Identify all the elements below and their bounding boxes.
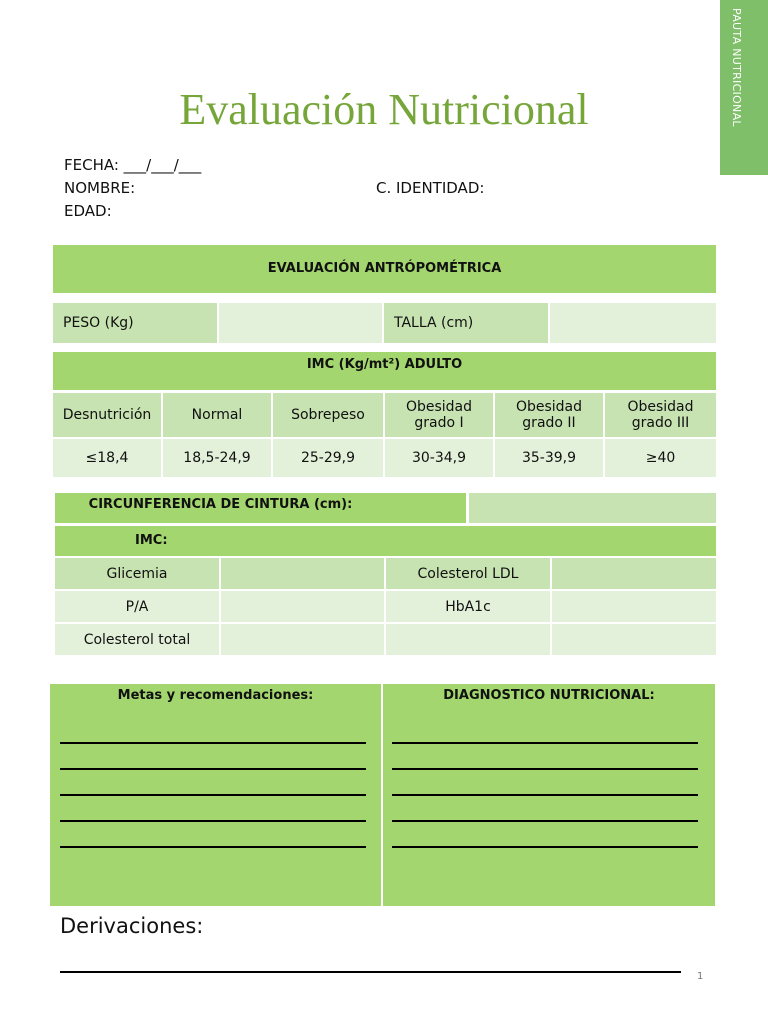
lab-label-pa: P/A: [55, 591, 219, 622]
peso-label: PESO (Kg): [53, 303, 217, 343]
writing-line: [60, 768, 366, 770]
fecha-field: FECHA: ___/___/___: [64, 156, 202, 174]
imc-range: 25-29,9: [273, 439, 383, 477]
imc-range: 18,5-24,9: [163, 439, 271, 477]
writing-line: [60, 846, 366, 848]
writing-line: [392, 768, 698, 770]
talla-value[interactable]: [550, 303, 716, 343]
writing-line: [392, 742, 698, 744]
page-title: Evaluación Nutricional: [179, 85, 589, 134]
lab-empty-cell: [386, 624, 550, 655]
antro-header: EVALUACIÓN ANTRÓPOMÉTRICA: [53, 245, 716, 293]
metas-label: Metas y recomendaciones:: [117, 688, 314, 703]
circunferencia-value[interactable]: [469, 493, 716, 523]
side-tab-label: PAUTA NUTRICIONAL: [730, 8, 743, 127]
lab-value-glicemia[interactable]: [221, 558, 384, 589]
edad-field: EDAD:: [64, 202, 112, 220]
circunferencia-label: CIRCUNFERENCIA DE CINTURA (cm):: [55, 493, 466, 523]
writing-line: [60, 794, 366, 796]
lab-label-glicemia: Glicemia: [55, 558, 219, 589]
derivaciones-line[interactable]: [60, 971, 681, 973]
identidad-field: C. IDENTIDAD:: [376, 179, 485, 197]
lab-value-hba1c[interactable]: [552, 591, 716, 622]
imc-label-row: IMC:: [55, 526, 716, 556]
page-number: 1: [697, 971, 704, 982]
talla-label: TALLA (cm): [384, 303, 548, 343]
writing-line: [60, 820, 366, 822]
diagnostico-box[interactable]: [383, 684, 715, 906]
imc-category: Obesidad grado II: [495, 393, 603, 437]
imc-header: IMC (Kg/mt²) ADULTO: [53, 352, 716, 390]
lab-value-pa[interactable]: [221, 591, 384, 622]
nombre-field: NOMBRE:: [64, 179, 136, 197]
lab-value-ldl[interactable]: [552, 558, 716, 589]
derivaciones-label: Derivaciones:: [60, 914, 204, 938]
writing-line: [392, 820, 698, 822]
writing-line: [392, 846, 698, 848]
imc-range: ≥40: [605, 439, 716, 477]
imc-category: Obesidad grado III: [605, 393, 716, 437]
imc-category: Obesidad grado I: [385, 393, 493, 437]
lab-value-colesterol-total[interactable]: [221, 624, 384, 655]
peso-value[interactable]: [219, 303, 382, 343]
lab-empty-cell: [552, 624, 716, 655]
imc-range: 35-39,9: [495, 439, 603, 477]
lab-label-hba1c: HbA1c: [386, 591, 550, 622]
writing-line: [392, 794, 698, 796]
imc-range: 30-34,9: [385, 439, 493, 477]
lab-label-colesterol-total: Colesterol total: [55, 624, 219, 655]
imc-range: ≤18,4: [53, 439, 161, 477]
imc-category: Desnutrición: [53, 393, 161, 437]
imc-category: Normal: [163, 393, 271, 437]
imc-category: Sobrepeso: [273, 393, 383, 437]
lab-label-ldl: Colesterol LDL: [386, 558, 550, 589]
writing-line: [60, 742, 366, 744]
diagnostico-label: DIAGNOSTICO NUTRICIONAL:: [443, 688, 655, 703]
metas-box[interactable]: [50, 684, 381, 906]
